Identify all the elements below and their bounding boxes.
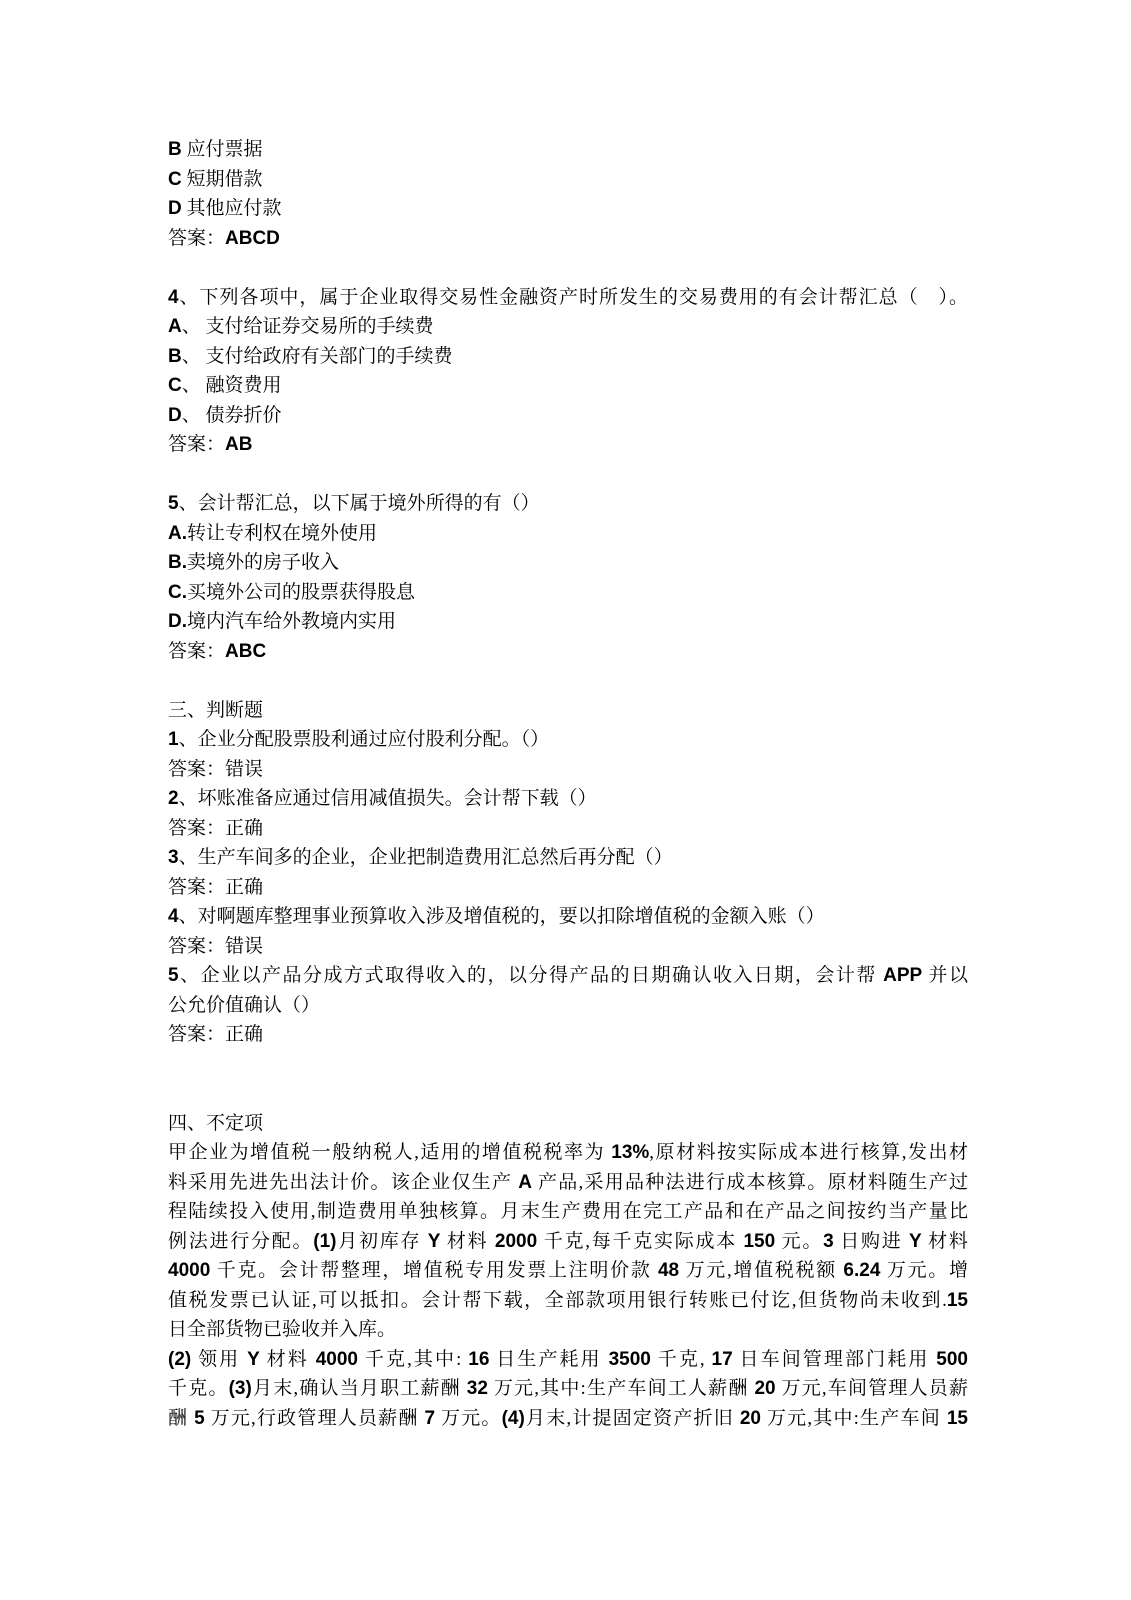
text-run: 月初库存	[336, 1230, 428, 1252]
q5-option-b	[168, 548, 968, 578]
text-run: 产品,采用品种法进行成本核算。原材料随生产过	[531, 1171, 968, 1193]
bold-text-run: APP	[883, 965, 923, 986]
text-run: 日车间管理部门耗用	[732, 1348, 937, 1370]
q4-option-d	[168, 401, 968, 431]
bold-text-run: (1)	[313, 1230, 337, 1252]
text-run: 、 支付给政府有关部门的手续费	[181, 345, 453, 367]
q4-option-b	[168, 342, 968, 372]
case-line-10	[168, 1404, 968, 1434]
case-line-9	[168, 1374, 968, 1404]
q5-stem	[168, 489, 968, 519]
tf4-answer	[168, 932, 968, 962]
text-run: 短期借款	[181, 168, 263, 190]
bold-text-run: 3	[823, 1230, 834, 1252]
text-run: 万元,其中:生产车间	[760, 1407, 947, 1429]
q3-option-b	[168, 135, 968, 165]
q5-option-d	[168, 607, 968, 637]
q5-option-c	[168, 578, 968, 608]
tf4-stem	[168, 902, 968, 932]
text-run: .	[942, 1289, 947, 1311]
bold-text-run: Y	[427, 1230, 441, 1252]
q3-answer	[168, 224, 968, 254]
q4-answer	[168, 430, 968, 460]
text-run: 日购进	[833, 1230, 909, 1252]
bold-text-run: 4	[168, 906, 179, 927]
bold-text-run: B.	[168, 552, 187, 573]
bold-text-run: C	[168, 375, 182, 396]
text-run: 千克。	[168, 1378, 229, 1399]
text-run: 材料	[440, 1230, 495, 1252]
bold-text-run: Y	[247, 1348, 260, 1370]
bold-text-run: AB	[225, 434, 253, 455]
text-run: 例法进行分配。	[168, 1230, 314, 1252]
q4-option-c	[168, 371, 968, 401]
text-run: 千克,	[650, 1348, 712, 1370]
text-run: 四、不定项	[168, 1112, 264, 1134]
bold-text-run: C	[168, 168, 182, 190]
text-run: 、 融资费用	[181, 375, 282, 396]
text-run: 答案：	[168, 227, 226, 249]
q4-option-a	[168, 312, 968, 342]
bold-text-run: 150	[743, 1230, 776, 1252]
text-run: 材料	[921, 1230, 968, 1252]
section-3-heading	[168, 696, 968, 726]
bold-text-run: 20	[754, 1378, 776, 1399]
case-line-8	[168, 1345, 968, 1375]
text-run: 并以	[922, 965, 968, 986]
bold-text-run: 3500	[608, 1348, 651, 1370]
tf5-stem-line1	[168, 961, 968, 991]
bold-text-run: 15	[946, 1407, 968, 1429]
text-run: 、 支付给证券交易所的手续费	[181, 316, 434, 337]
bold-text-run: Y	[908, 1230, 922, 1252]
vertical-gap	[168, 1050, 968, 1109]
text-run: 境内汽车给外教境内实用	[187, 611, 397, 632]
bold-text-run: 4000	[168, 1260, 211, 1281]
text-run: 万元,行政管理人员薪酬	[204, 1407, 425, 1429]
text-run: 、企业以产品分成方式取得收入的，以分得产品的日期确认收入日期，会计帮	[178, 965, 884, 986]
text-run: 买境外公司的股票获得股息	[187, 581, 416, 603]
bold-text-run: D	[168, 198, 182, 219]
q3-option-d	[168, 194, 968, 224]
bold-text-run: 2000	[494, 1230, 538, 1252]
bold-text-run: B	[168, 345, 182, 367]
bold-text-run: 5	[168, 493, 179, 514]
bold-text-run: 7	[424, 1407, 436, 1429]
tf3-stem	[168, 843, 968, 873]
bold-text-run: A	[168, 316, 182, 337]
bold-text-run: ABC	[225, 640, 267, 662]
text-run: 、对啊题库整理事业预算收入涉及增值税的，要以扣除增值税的金额入账（）	[178, 906, 825, 927]
text-run: 千克。会计帮整理，增值税专用发票上注明价款	[210, 1260, 658, 1281]
q5-option-a	[168, 519, 968, 549]
q5-answer	[168, 637, 968, 667]
bold-text-run: (3)	[228, 1378, 252, 1399]
text-run: 酬	[168, 1407, 195, 1429]
text-run: 料采用先进先出法计价。该企业仅生产	[168, 1171, 519, 1193]
case-line-6	[168, 1286, 968, 1316]
vertical-gap	[168, 460, 968, 490]
text-run: 万元。增	[880, 1260, 968, 1281]
tf1-answer	[168, 755, 968, 785]
case-line-4	[168, 1227, 968, 1257]
text-run: 、会计帮汇总，以下属于境外所得的有（）	[178, 493, 540, 514]
bold-text-run: D	[168, 404, 182, 426]
text-run: 程陆续投入使用,制造费用单独核算。月末生产费用在完工产品和在产品之间按约当产量比	[168, 1201, 968, 1222]
vertical-gap	[168, 666, 968, 696]
text-run: 万元,其中:生产车间工人薪酬	[487, 1378, 755, 1399]
bold-text-run: B	[168, 139, 182, 160]
bold-text-run: 1	[168, 729, 179, 750]
document-body	[168, 135, 968, 1433]
bold-text-run: D.	[168, 611, 187, 632]
text-run: 答案：正确	[168, 876, 264, 898]
text-run: 答案：	[168, 640, 226, 662]
text-run: 、下列各项中，属于企业取得交易性金融资产时所发生的交易费用的有会计帮汇总（ ）。	[178, 286, 968, 308]
text-run: 值税发票已认证,可以抵扣。会计帮下载，全部款项用银行转账已付讫,但货物尚未收到	[168, 1289, 943, 1311]
bold-text-run: 13%	[611, 1142, 650, 1163]
bold-text-run: 5	[194, 1407, 205, 1429]
text-run: 转让专利权在境外使用	[187, 522, 378, 544]
text-run: 三、判断题	[168, 699, 264, 721]
text-run: 答案：正确	[168, 1024, 264, 1045]
text-run: 万元。	[435, 1407, 502, 1429]
bold-text-run: (2)	[168, 1348, 192, 1370]
bold-text-run: 20	[739, 1407, 761, 1429]
bold-text-run: 500	[936, 1348, 968, 1370]
bold-text-run: (4)	[501, 1407, 525, 1429]
bold-text-run: 2	[168, 788, 179, 809]
text-run: 答案：	[168, 434, 226, 455]
tf2-stem	[168, 784, 968, 814]
case-line-1	[168, 1138, 968, 1168]
text-run: 万元,增值税税额	[679, 1260, 844, 1281]
text-run: 材料	[259, 1348, 316, 1370]
case-line-2	[168, 1168, 968, 1198]
bold-text-run: 17	[711, 1348, 733, 1370]
bold-text-run: A.	[168, 522, 187, 544]
text-run: 千克,其中:	[358, 1348, 469, 1370]
bold-text-run: A	[518, 1171, 532, 1193]
text-run: 卖境外的房子收入	[187, 552, 340, 573]
text-run: 公允价值确认（）	[168, 994, 321, 1016]
text-run: 月末,计提固定资产折旧	[524, 1407, 740, 1429]
text-run: 月末,确认当月职工薪酬	[251, 1378, 467, 1399]
q3-option-c	[168, 165, 968, 195]
tf2-answer	[168, 814, 968, 844]
text-run: 答案：正确	[168, 817, 264, 839]
text-run: 甲企业为增值税一般纳税人,适用的增值税税率为	[168, 1142, 612, 1163]
text-run: 其他应付款	[181, 198, 282, 219]
text-run: ,原材料按实际成本进行核算,发出材	[649, 1142, 968, 1163]
tf3-answer	[168, 873, 968, 903]
case-line-7	[168, 1315, 968, 1345]
case-line-3	[168, 1197, 968, 1227]
text-run: 、 债券折价	[181, 404, 282, 426]
text-run: 应付票据	[181, 139, 263, 160]
bold-text-run: 3	[168, 847, 179, 868]
text-run: 日全部货物已验收并入库。	[168, 1319, 397, 1340]
bold-text-run: C.	[168, 581, 187, 603]
tf5-answer	[168, 1020, 968, 1050]
text-run: 千克,每千克实际成本	[537, 1230, 744, 1252]
text-run: 、企业分配股票股利通过应付股利分配。（）	[178, 729, 550, 750]
bold-text-run: ABCD	[225, 227, 280, 249]
text-run: 答案：错误	[168, 935, 264, 957]
vertical-gap	[168, 253, 968, 283]
bold-text-run: 32	[466, 1378, 488, 1399]
text-run: 万元,车间管理人员薪	[775, 1378, 968, 1399]
bold-text-run: 4000	[315, 1348, 359, 1370]
case-line-5	[168, 1256, 968, 1286]
q4-stem	[168, 283, 968, 313]
text-run: 领用	[191, 1348, 248, 1370]
bold-text-run: 4	[168, 286, 179, 308]
text-run: 答案：错误	[168, 758, 264, 780]
section-4-heading	[168, 1109, 968, 1139]
text-run: 元。	[775, 1230, 824, 1252]
tf5-stem-line2	[168, 991, 968, 1021]
text-run: 、坏账准备应通过信用减值损失。会计帮下载（）	[178, 788, 597, 809]
tf1-stem	[168, 725, 968, 755]
bold-text-run: 5	[168, 965, 179, 986]
bold-text-run: 48	[657, 1260, 680, 1281]
text-run: 日生产耗用	[489, 1348, 609, 1370]
text-run: 、生产车间多的企业，企业把制造费用汇总然后再分配（）	[178, 847, 673, 868]
bold-text-run: 6.24	[843, 1260, 881, 1281]
bold-text-run: 16	[468, 1348, 490, 1370]
bold-text-run: 15	[946, 1289, 968, 1311]
